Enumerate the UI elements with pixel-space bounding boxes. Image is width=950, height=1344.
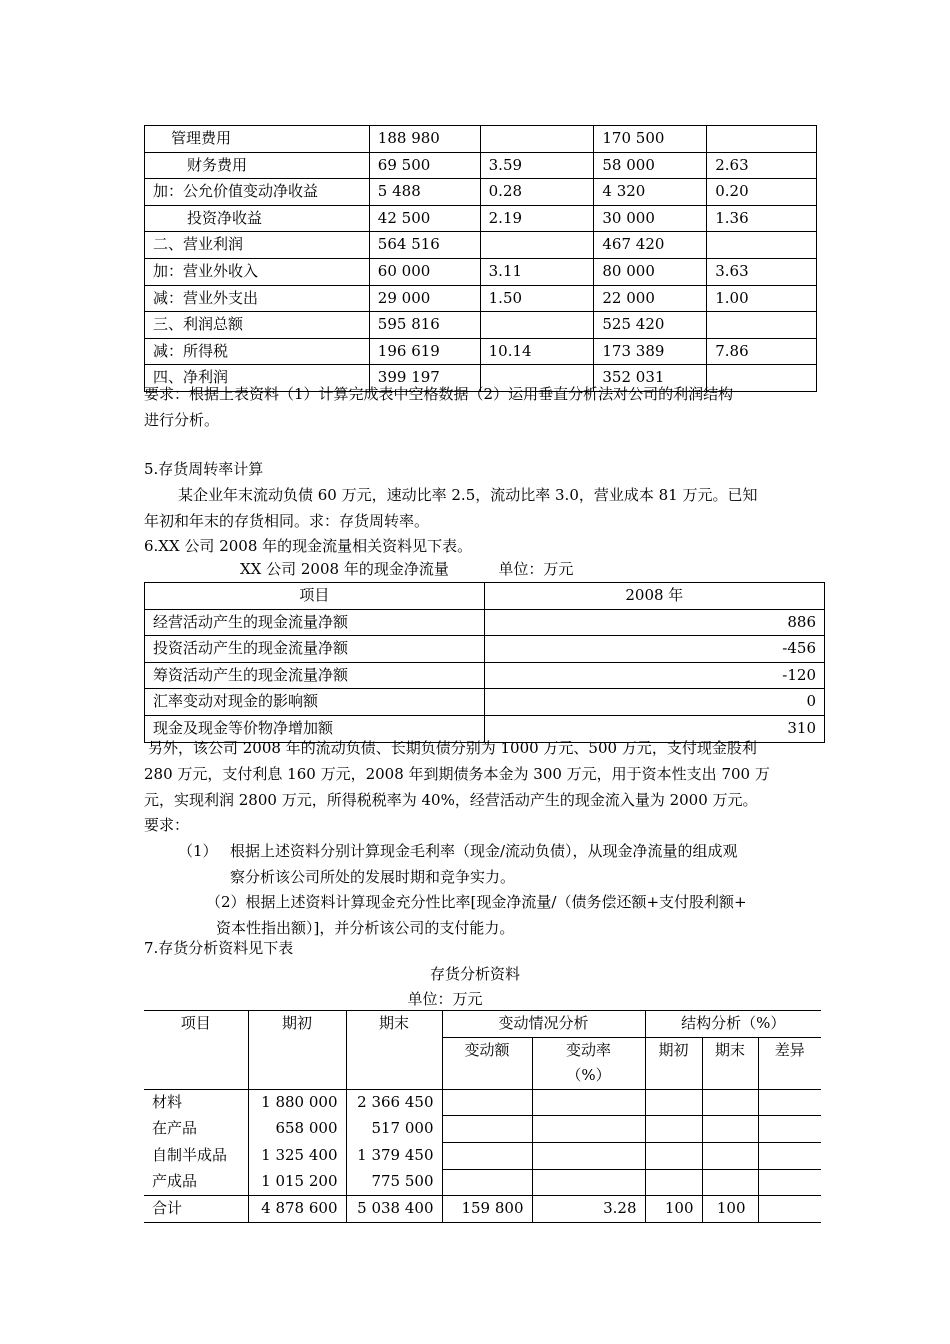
cell: 69 500 [369, 152, 480, 179]
cell: 2.19 [480, 205, 594, 232]
table-row [145, 285, 817, 312]
table-row [145, 126, 817, 153]
text-line: （2）根据上述资料计算现金充分性比率[现金净流量/（债务偿还额+支付股利额+ [206, 893, 747, 911]
cell: 2 366 450 [346, 1089, 442, 1116]
header-cell: 变动情况分析 [442, 1011, 645, 1038]
text-line: 要求：根据上表资料（1）计算完成表中空格数据（2）运用垂直分析法对公司的利润结构 [144, 385, 734, 403]
section-title: 5.存货周转率计算 [144, 460, 264, 478]
header-cell: （%） [532, 1063, 645, 1089]
cell: 159 800 [442, 1196, 532, 1223]
cell: 595 816 [369, 312, 480, 339]
table-row [144, 1089, 821, 1116]
cell: -120 [484, 662, 824, 689]
section-title: 6.XX 公司 2008 年的现金流量相关资料见下表。 [144, 537, 473, 556]
header-cell: 期末 [702, 1037, 758, 1089]
cell: 658 000 [248, 1116, 346, 1143]
text-line: 根据上述资料分别计算现金毛利率（现金/流动负债），从现金净流量的组成观 [230, 842, 738, 860]
cell: 0 [484, 689, 824, 716]
table-header-row [144, 1011, 821, 1038]
table-row [145, 232, 817, 259]
cell: 60 000 [369, 258, 480, 285]
text-line: 进行分析。 [144, 410, 220, 429]
cell [645, 1116, 702, 1143]
cell [707, 126, 817, 153]
table-row [145, 312, 817, 339]
cell: 1 880 000 [248, 1089, 346, 1116]
cell: 10.14 [480, 338, 594, 365]
cell: 3.63 [707, 258, 817, 285]
row-label: 减：营业外支出 [145, 285, 370, 312]
cell: 5 488 [369, 179, 480, 206]
question-5 [144, 457, 816, 560]
cell [532, 1142, 645, 1169]
cell: 1 379 450 [346, 1142, 442, 1169]
row-label: 材料 [144, 1089, 248, 1116]
cell: 1.00 [707, 285, 817, 312]
header-cell: 项目 [144, 1011, 248, 1090]
row-label: 财务费用 [145, 152, 370, 179]
cell: -456 [484, 636, 824, 663]
table-caption [240, 557, 573, 582]
cell: 1.36 [707, 205, 817, 232]
row-label: 三、利润总额 [145, 312, 370, 339]
header-cell: 期末 [346, 1011, 442, 1090]
table-row [144, 1116, 821, 1143]
cell: 42 500 [369, 205, 480, 232]
table-header-row [145, 583, 825, 610]
section-title: 7.存货分析资料见下表 [144, 939, 294, 957]
cell [707, 232, 817, 259]
header-cell: 期初 [248, 1011, 346, 1090]
row-label: 投资活动产生的现金流量净额 [145, 636, 485, 663]
table-row [144, 1169, 821, 1196]
cell: 2.63 [707, 152, 817, 179]
table-row [145, 609, 825, 636]
cell [442, 1169, 532, 1196]
cell [532, 1169, 645, 1196]
cell: 80 000 [594, 258, 707, 285]
text-line: 要求： [144, 816, 190, 835]
table-row [145, 689, 825, 716]
cell [702, 1116, 758, 1143]
cash-flow-table [144, 582, 825, 743]
cell: 4 320 [594, 179, 707, 206]
cell: 467 420 [594, 232, 707, 259]
cell [532, 1116, 645, 1143]
cell [758, 1142, 821, 1169]
cell: 22 000 [594, 285, 707, 312]
cell: 310 [484, 715, 824, 742]
requirement-paragraph [144, 382, 816, 434]
cell: 1.50 [480, 285, 594, 312]
cell [758, 1196, 821, 1223]
cell: 0.28 [480, 179, 594, 206]
cell: 58 000 [594, 152, 707, 179]
row-label: 减：所得税 [145, 338, 370, 365]
cell [532, 1089, 645, 1116]
cell [645, 1142, 702, 1169]
inventory-table [144, 1010, 821, 1223]
cell [442, 1142, 532, 1169]
table-row [145, 179, 817, 206]
header-cell: 变动率 [532, 1037, 645, 1063]
text-line: 察分析该公司所处的发展时期和竞争实力。 [230, 867, 516, 886]
cell [702, 1142, 758, 1169]
cell: 188 980 [369, 126, 480, 153]
cell [758, 1089, 821, 1116]
row-label: 产成品 [152, 1172, 198, 1191]
table-row [145, 636, 825, 663]
unit-text: 单位：万元 [407, 990, 483, 1008]
cell: 1 325 400 [248, 1142, 346, 1169]
cell: 564 516 [369, 232, 480, 259]
row-label: 投资净收益 [145, 205, 370, 232]
cell: 525 420 [594, 312, 707, 339]
cell [442, 1089, 532, 1116]
question-6-paragraph [144, 736, 824, 839]
cell [702, 1169, 758, 1196]
cell: 196 619 [369, 338, 480, 365]
row-label: 筹资活动产生的现金流量净额 [145, 662, 485, 689]
cell: 0.20 [707, 179, 817, 206]
cell: 100 [645, 1196, 702, 1223]
text-line: 年初和年末的存货相同。求：存货周转率。 [144, 511, 430, 530]
cell: 3.11 [480, 258, 594, 285]
row-label: 在产品 [152, 1119, 198, 1138]
cell: 5 038 400 [346, 1196, 442, 1223]
cell [645, 1169, 702, 1196]
header-cell: 2008 年 [484, 583, 824, 610]
row-label: 加：公允价值变动净收益 [145, 179, 370, 206]
cell: 352 031 [594, 365, 707, 392]
cell: 100 [702, 1196, 758, 1223]
caption-text: XX 公司 2008 年的现金净流量 [240, 560, 449, 578]
text-line: 某企业年末流动负债 60 万元，速动比率 2.5，流动比率 3.0，营业成本 81 万元。已知 [178, 485, 758, 504]
text-line: 另外，该公司 2008 年的流动负债、长期负债分别为 1000 万元、500 万元，支付现金股利 [148, 739, 757, 757]
cell: 173 389 [594, 338, 707, 365]
cell: 7.86 [707, 338, 817, 365]
row-label: 现金及现金等价物净增加额 [145, 715, 485, 742]
row-label: 二、营业利润 [145, 232, 370, 259]
cell: 399 197 [369, 365, 480, 392]
text-line: 280 万元，支付利息 160 万元，2008 年到期债务本金为 300 万元，用于资本性支出 700 万 [144, 764, 770, 783]
row-label: 加：营业外收入 [145, 258, 370, 285]
row-label: 自制半成品 [152, 1145, 228, 1164]
cell: 517 000 [346, 1116, 442, 1143]
text-line: 资本性指出额）]，并分析该公司的支付能力。 [216, 918, 515, 937]
cell: 3.28 [532, 1196, 645, 1223]
header-cell: 变动额 [442, 1037, 532, 1089]
text-line: 元，实现利润 2800 万元，所得税税率为 40%，经营活动产生的现金流入量为 2000 万元。 [144, 790, 758, 809]
header-cell: 差异 [758, 1037, 821, 1089]
requirement-2 [206, 890, 826, 942]
cell [442, 1116, 532, 1143]
row-label: 合计 [144, 1196, 248, 1223]
row-label: 经营活动产生的现金流量净额 [145, 609, 485, 636]
table-row [144, 1142, 821, 1169]
header-cell: 期初 [645, 1037, 702, 1089]
cell [480, 232, 594, 259]
table-row [145, 205, 817, 232]
question-7-title [144, 936, 816, 962]
table-total-row [144, 1196, 821, 1223]
requirement-1 [178, 839, 830, 891]
cell [702, 1089, 758, 1116]
header-cell: 项目 [145, 583, 485, 610]
row-label: 管理费用 [145, 126, 370, 153]
cell [480, 126, 594, 153]
list-number: （1） [178, 842, 218, 860]
cell [758, 1116, 821, 1143]
header-cell: 结构分析（%） [645, 1011, 821, 1038]
caption-text: 存货分析资料 [429, 965, 520, 983]
cell: 1 015 200 [248, 1169, 346, 1196]
cell: 29 000 [369, 285, 480, 312]
cell [480, 312, 594, 339]
cell: 775 500 [346, 1169, 442, 1196]
cell: 3.59 [480, 152, 594, 179]
table-row [145, 258, 817, 285]
row-label: 汇率变动对现金的影响额 [145, 689, 485, 716]
cell [645, 1089, 702, 1116]
profit-table [144, 125, 817, 392]
cell [707, 312, 817, 339]
cell: 886 [484, 609, 824, 636]
table-row [145, 338, 817, 365]
unit-text: 单位：万元 [498, 560, 574, 578]
cell: 30 000 [594, 205, 707, 232]
table-row [145, 662, 825, 689]
cell: 4 878 600 [248, 1196, 346, 1223]
cell: 170 500 [594, 126, 707, 153]
row-label: 四、净利润 [145, 365, 370, 392]
table-row [145, 152, 817, 179]
inventory-caption [0, 962, 950, 1012]
cell [758, 1169, 821, 1196]
